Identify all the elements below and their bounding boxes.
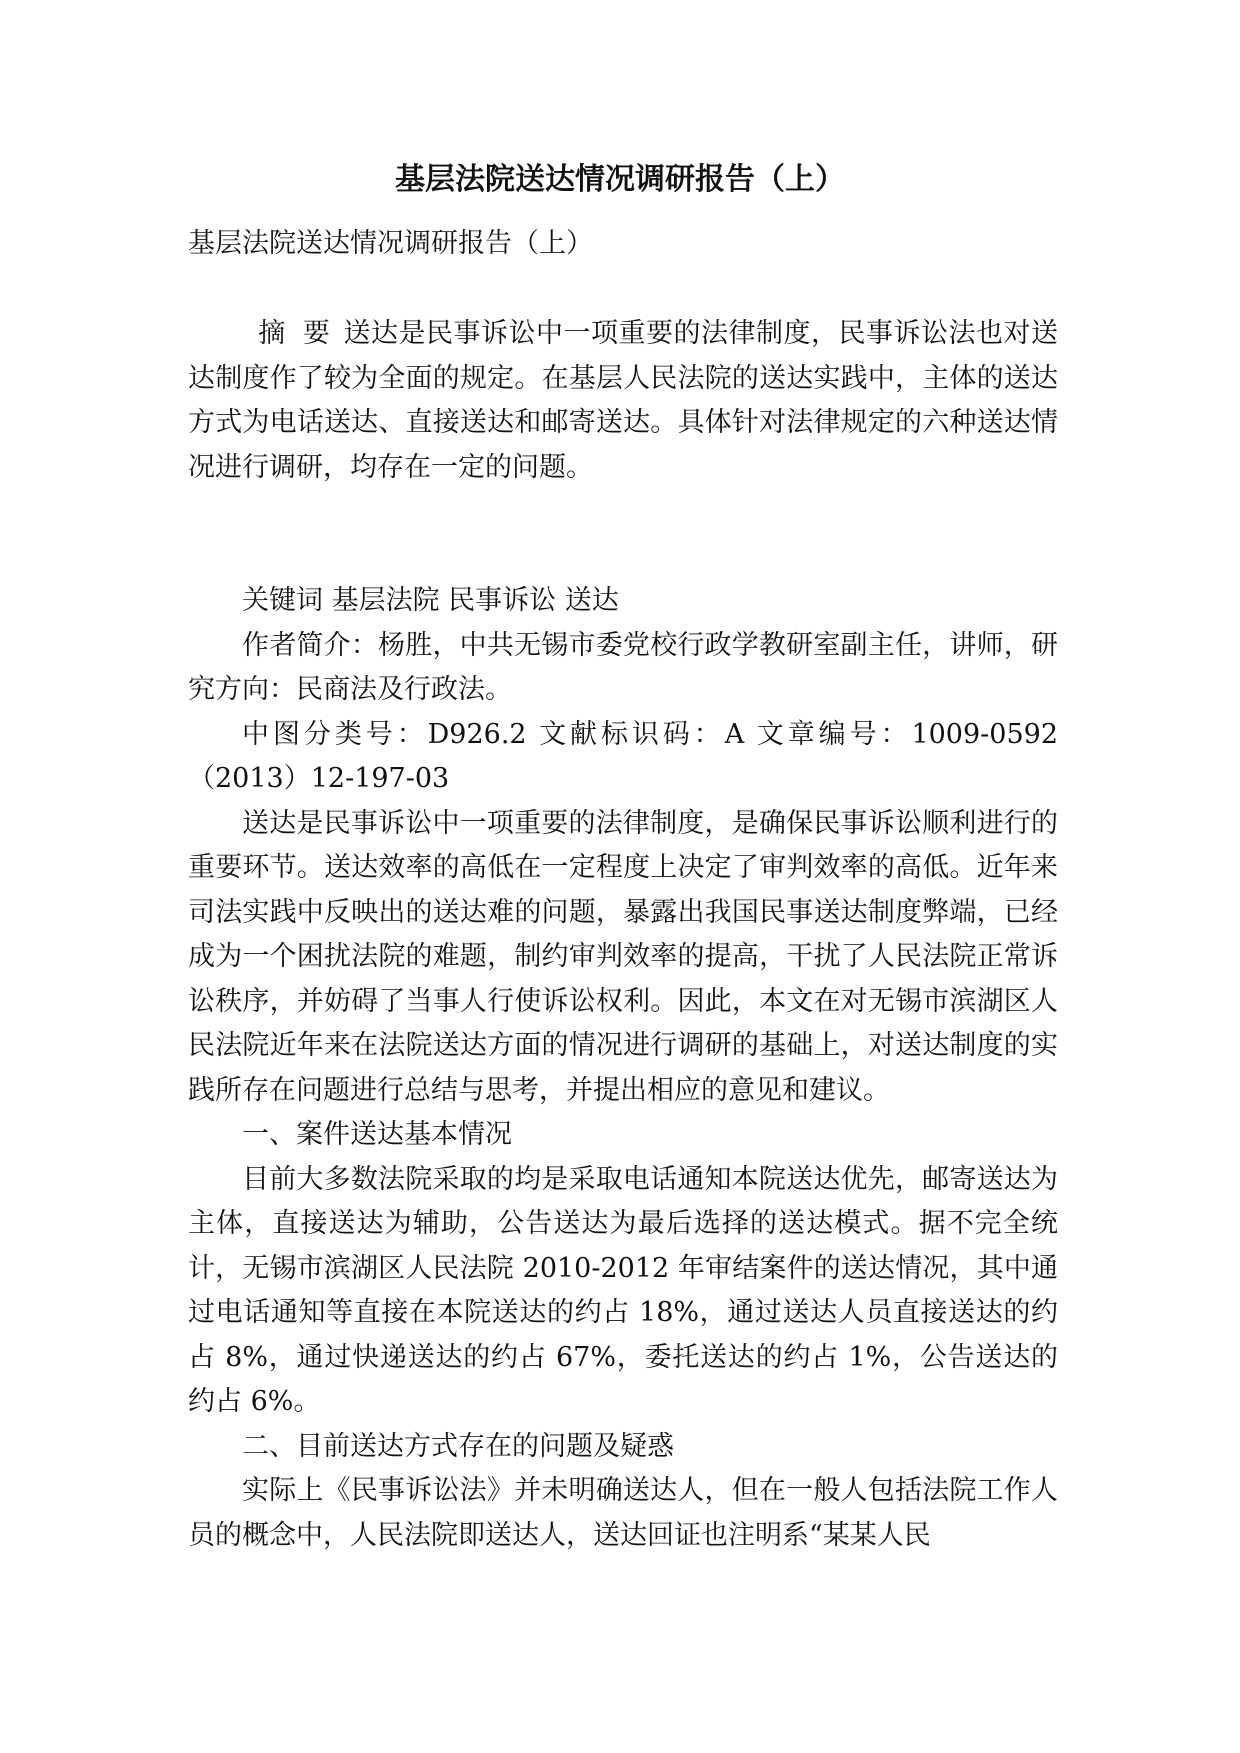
keywords-line: 关键词 基层法院 民事诉讼 送达	[242, 585, 619, 616]
author-intro: 作者简介：杨胜，中共无锡市委党校行政学教研室副主任，讲师，研究方向：民商法及行政法。	[188, 629, 1058, 705]
body-paragraph-1: 送达是民事诉讼中一项重要的法律制度，是确保民事诉讼顺利进行的重要环节。送达效率的高低在一定程度上决定了审判效率的高低。近年来司法实践中反映出的送达难的问题，暴露出我国民事送达制度弊端，已经成为一个困扰法院的难题，制约审判效率的提高，干扰了人民法院正常诉讼秩序，并妨碍了当事人行使诉讼权利。因此，本文在对无锡市滨湖区人民法院近年来在法院送达方面的情况进行调研的基础上，对送达制度的实践所存在问题进行总结与思考，并提出相应的意见和建议。	[188, 807, 1058, 1106]
abstract-text: 送达是民事诉讼中一项重要的法律制度，民事诉讼法也对送达制度作了较为全面的规定。在基层人民法院的送达实践中，主体的送达方式为电话送达、直接送达和邮寄送达。具体针对法律规定的六种送达情况进行调研，均存在一定的问题。	[188, 318, 1059, 483]
body-paragraph-3: 实际上《民事诉讼法》并未明确送达人，但在一般人包括法院工作人员的概念中，人民法院即送达人，送达回证也注明系“某某人民	[188, 1475, 1058, 1551]
document-title: 基层法院送达情况调研报告（上）	[395, 162, 845, 197]
document-subtitle: 基层法院送达情况调研报告（上）	[188, 228, 593, 259]
body-paragraph-2: 目前大多数法院采取的均是采取电话通知本院送达优先，邮寄送达为主体，直接送达为辅助，公告送达为最后选择的送达模式。据不完全统计，无锡市滨湖区人民法院 2010-2012 年审结案件的送达情况，其中通过电话通知等直接在本院送达的约占 18%，通过送达人员直接送达的约占 8%，通过快递送达的约占 67%，委托送达的约占 1%，公告送达的约占 6%。	[188, 1163, 1058, 1417]
section-heading-2: 二、目前送达方式存在的问题及疑惑	[242, 1430, 674, 1462]
document-body	[188, 312, 1058, 1558]
classification-info: 中图分类号：D926.2 文献标识码：A 文章编号：1009-0592（2013）12-197-03	[188, 718, 1058, 794]
abstract-label: 摘 要	[258, 318, 335, 349]
abstract-paragraph	[188, 312, 1058, 490]
section-heading-1: 一、案件送达基本情况	[242, 1119, 512, 1150]
